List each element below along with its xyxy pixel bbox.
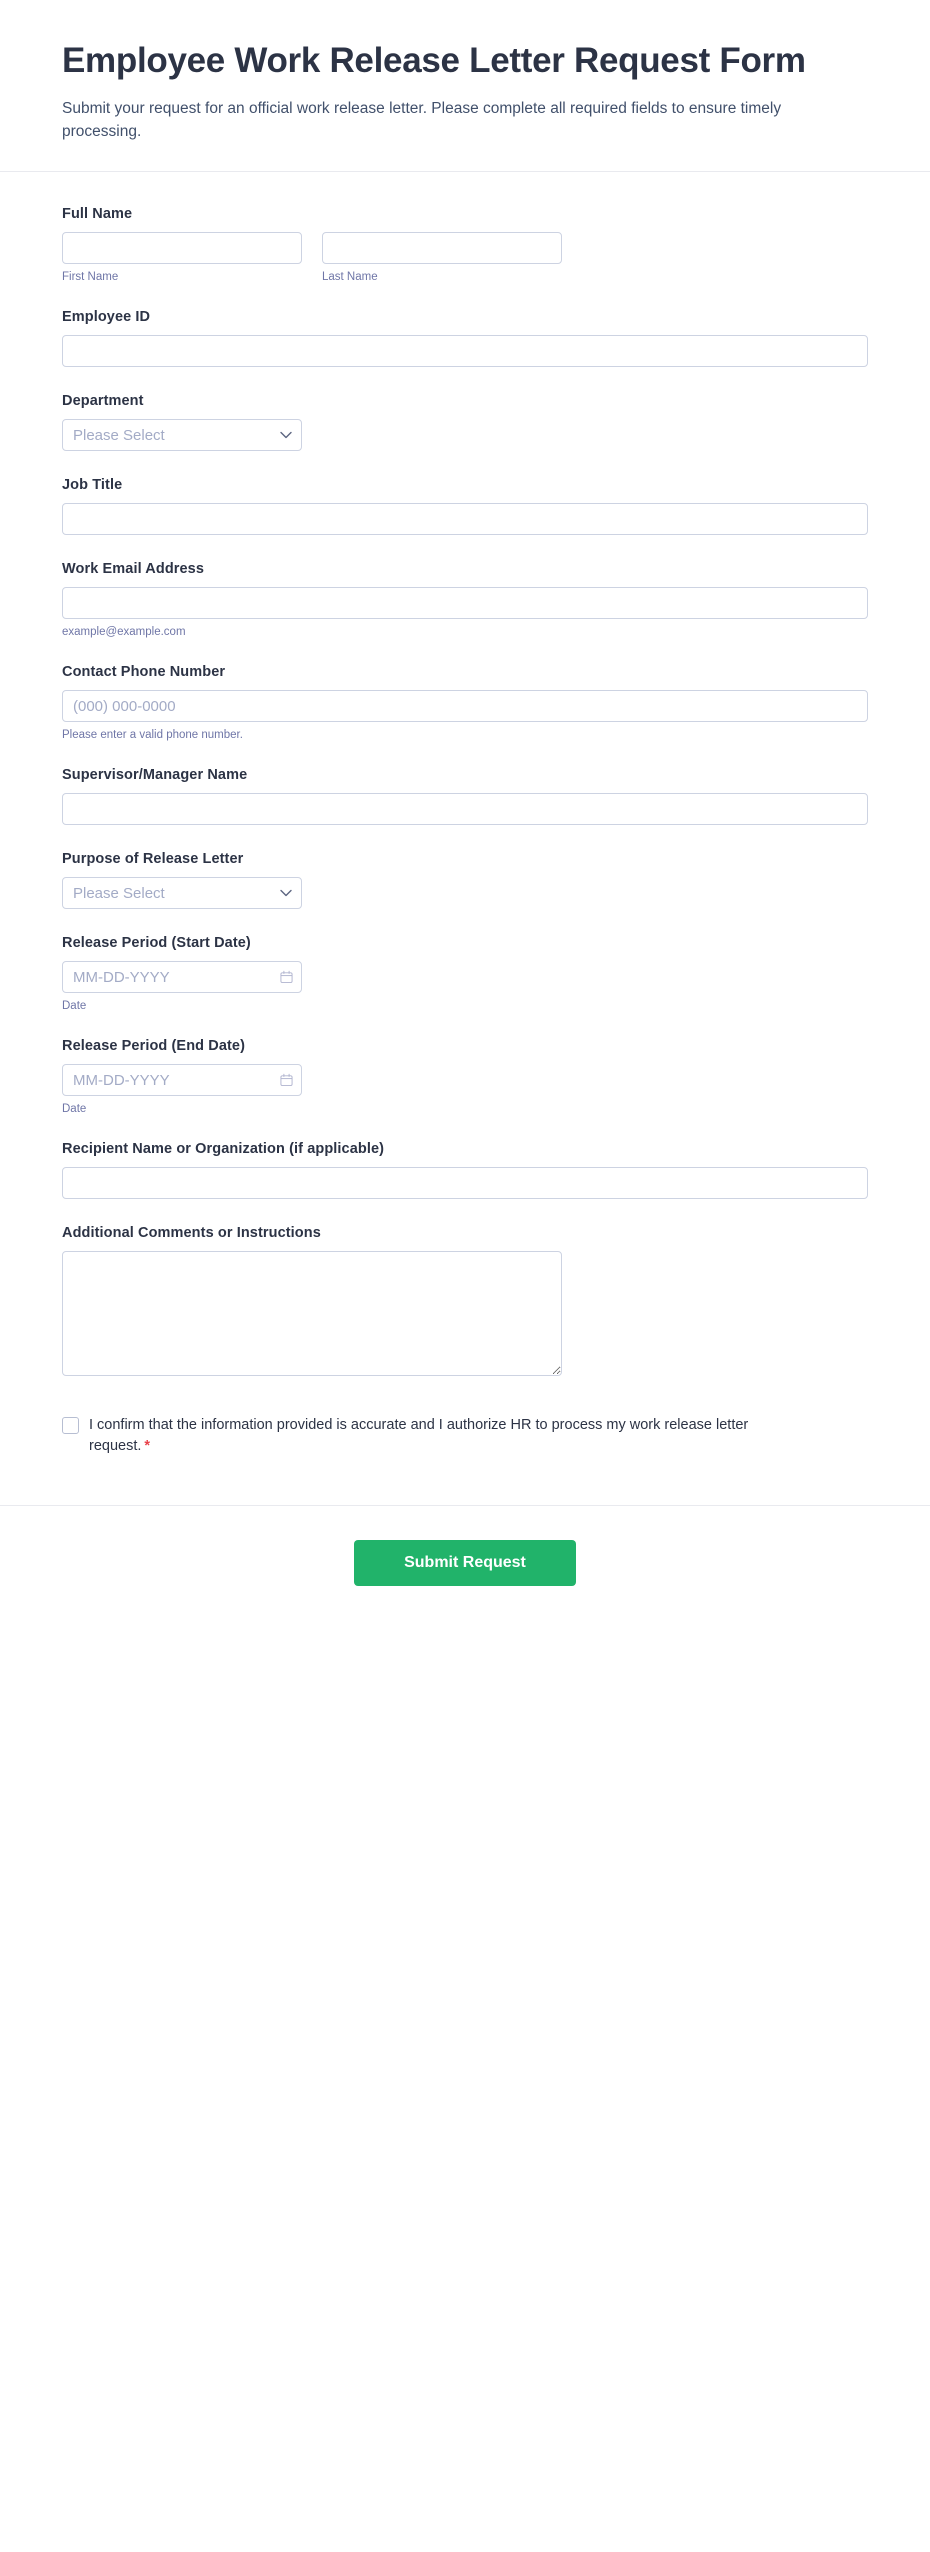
field-start-date <box>62 935 868 1012</box>
field-supervisor <box>62 767 868 825</box>
name-spacer <box>302 232 322 283</box>
purpose-select[interactable] <box>62 877 302 909</box>
end-date-label: Release Period (End Date) <box>62 1038 245 1055</box>
consent-row <box>62 1415 802 1457</box>
consent-checkbox[interactable] <box>62 1417 79 1434</box>
start-date-label: Release Period (Start Date) <box>62 935 251 952</box>
phone-input[interactable] <box>62 690 868 722</box>
field-employee-id <box>62 309 868 367</box>
recipient-label: Recipient Name or Organization (if applicable) <box>62 1141 385 1158</box>
calendar-icon[interactable] <box>280 971 293 984</box>
end-date-sublabel: Date <box>62 1103 87 1116</box>
field-department <box>62 393 868 451</box>
supervisor-input[interactable] <box>62 793 868 825</box>
phone-label: Contact Phone Number <box>62 664 226 681</box>
job-title-input[interactable] <box>62 503 868 535</box>
employee-id-input[interactable] <box>62 335 868 367</box>
full-name-label: Full Name <box>62 206 133 223</box>
employee-id-label: Employee ID <box>62 309 151 326</box>
consent-text-wrap <box>89 1415 802 1457</box>
calendar-icon[interactable] <box>280 1074 293 1087</box>
first-name-input[interactable] <box>62 232 302 264</box>
submit-button[interactable]: Submit Request <box>354 1540 576 1586</box>
end-date-input[interactable] <box>62 1064 302 1096</box>
field-full-name <box>62 206 868 283</box>
start-date-sublabel: Date <box>62 1000 87 1013</box>
consent-label: I confirm that the information provided is accurate and I authorize HR to process my work release letter request. <box>89 1417 749 1455</box>
field-comments <box>62 1225 868 1381</box>
last-name-sublabel: Last Name <box>322 271 378 284</box>
job-title-label: Job Title <box>62 477 123 494</box>
form-footer <box>0 1505 930 1630</box>
form-body <box>0 172 930 1477</box>
form-subtitle: Submit your request for an official work release letter. Please complete all required fields to ensure timely processing. <box>62 99 782 140</box>
field-end-date <box>62 1038 868 1115</box>
recipient-input[interactable] <box>62 1167 868 1199</box>
department-label: Department <box>62 393 144 410</box>
field-phone <box>62 664 868 741</box>
phone-hint: Please enter a valid phone number. <box>62 729 243 742</box>
required-marker: * <box>144 1438 151 1455</box>
start-date-input[interactable] <box>62 961 302 993</box>
form-header <box>0 0 930 172</box>
work-email-hint: example@example.com <box>62 626 186 639</box>
field-work-email <box>62 561 868 638</box>
last-name-input[interactable] <box>322 232 562 264</box>
comments-label: Additional Comments or Instructions <box>62 1225 321 1242</box>
last-name-group <box>322 232 562 283</box>
work-email-label: Work Email Address <box>62 561 205 578</box>
field-recipient <box>62 1141 868 1199</box>
supervisor-label: Supervisor/Manager Name <box>62 767 248 784</box>
field-purpose <box>62 851 868 909</box>
department-select[interactable] <box>62 419 302 451</box>
work-email-input[interactable] <box>62 587 868 619</box>
field-job-title <box>62 477 868 535</box>
purpose-label: Purpose of Release Letter <box>62 851 244 868</box>
comments-textarea[interactable] <box>62 1251 562 1376</box>
first-name-group <box>62 232 302 283</box>
page-title: Employee Work Release Letter Request Form <box>62 41 806 80</box>
first-name-sublabel: First Name <box>62 271 119 284</box>
